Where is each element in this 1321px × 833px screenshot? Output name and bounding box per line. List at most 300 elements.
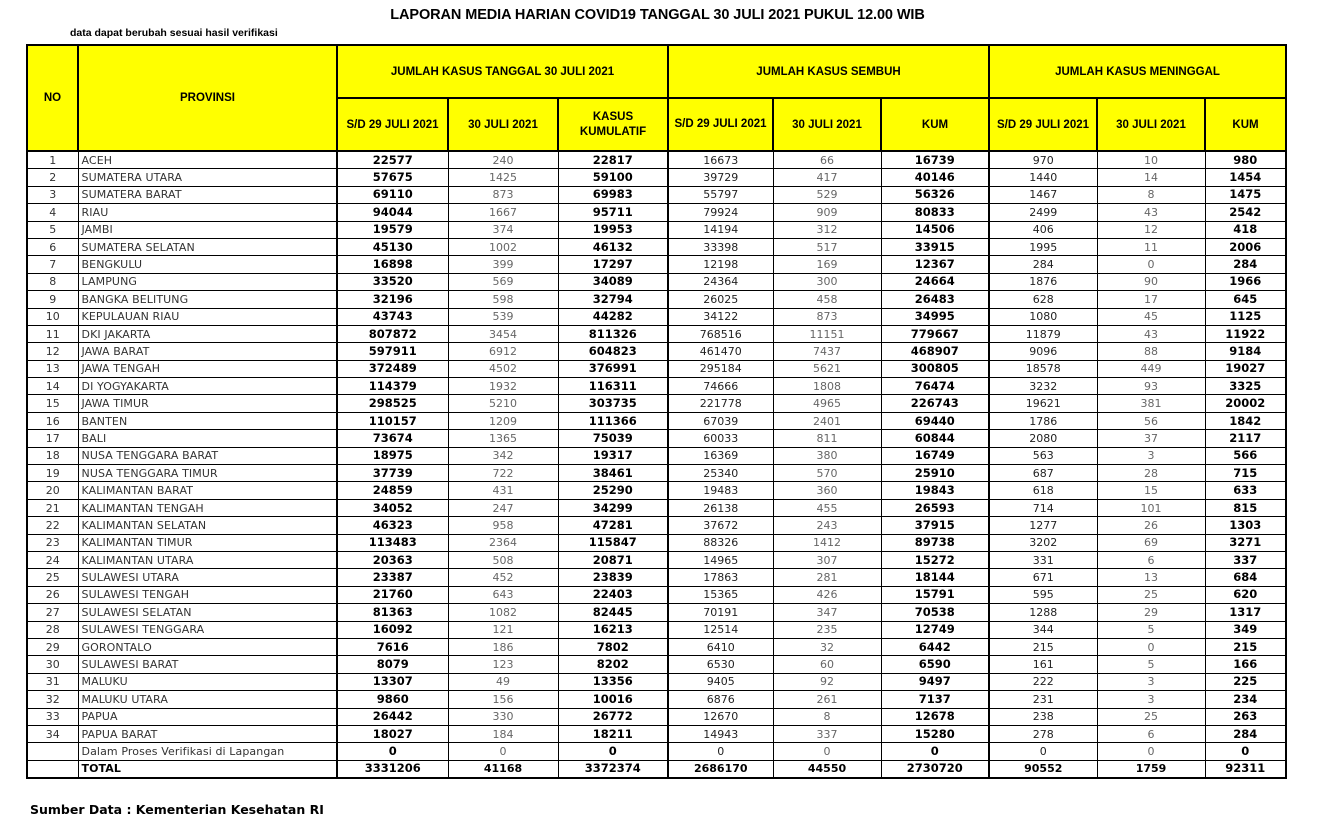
cell-kasus-today: 722	[448, 465, 558, 482]
table-row	[27, 169, 1286, 186]
cell-sembuh-kum: 9497	[881, 673, 989, 690]
table-row	[27, 238, 1286, 255]
cell-kasus-kum: 19317	[558, 447, 668, 464]
cell-sembuh-kum: 6442	[881, 638, 989, 655]
cell-kasus-sd: 16092	[337, 621, 448, 638]
cell-kasus-sd: 57675	[337, 169, 448, 186]
cell-provinsi: KALIMANTAN TIMUR	[78, 534, 337, 551]
cell-kasus-today: 598	[448, 291, 558, 308]
cell-meninggal-today: 101	[1097, 499, 1205, 516]
cell-meninggal-sd: 970	[989, 151, 1097, 169]
cell-sembuh-sd: 39729	[668, 169, 773, 186]
cell-kasus-today: 374	[448, 221, 558, 238]
cell-meninggal-kum: 1303	[1205, 517, 1286, 534]
cell-meninggal-today: 15	[1097, 482, 1205, 499]
table-row	[27, 465, 1286, 482]
cell-kasus-kum: 8202	[558, 656, 668, 673]
table-row	[27, 447, 1286, 464]
cell-meninggal-today: 6	[1097, 725, 1205, 742]
cell-kasus-kum: 75039	[558, 430, 668, 447]
cell-meninggal-today: 8	[1097, 186, 1205, 203]
cell-meninggal-today: 12	[1097, 221, 1205, 238]
cell-kasus-sd: 16898	[337, 256, 448, 273]
cell-sembuh-sd: 221778	[668, 395, 773, 412]
table-row	[27, 291, 1286, 308]
cell-provinsi: KALIMANTAN TENGAH	[78, 499, 337, 516]
cell-kasus-today: 123	[448, 656, 558, 673]
cell-provinsi: JAWA TIMUR	[78, 395, 337, 412]
cell-meninggal-kum: 633	[1205, 482, 1286, 499]
cell-sembuh-sd: 74666	[668, 378, 773, 395]
cell-kasus-sd: 0	[337, 743, 448, 760]
cell-sembuh-sd: 12198	[668, 256, 773, 273]
cell-meninggal-sd: 284	[989, 256, 1097, 273]
cell-kasus-sd: 45130	[337, 238, 448, 255]
cell-kasus-today: 121	[448, 621, 558, 638]
cell-meninggal-today: 17	[1097, 291, 1205, 308]
cell-no: 22	[27, 517, 78, 534]
cell-sembuh-sd: 6876	[668, 691, 773, 708]
cell-kasus-kum: 111366	[558, 412, 668, 429]
cell-kasus-today: 156	[448, 691, 558, 708]
cell-no: 20	[27, 482, 78, 499]
cell-kasus-today: 1365	[448, 430, 558, 447]
cell-meninggal-kum: 284	[1205, 725, 1286, 742]
cell-sembuh-today: 5621	[773, 360, 881, 377]
cell-provinsi: SULAWESI BARAT	[78, 656, 337, 673]
cell-sembuh-sd: 12514	[668, 621, 773, 638]
cell-meninggal-sd: 215	[989, 638, 1097, 655]
cell-provinsi: SUMATERA SELATAN	[78, 238, 337, 255]
cell-provinsi: DI YOGYAKARTA	[78, 378, 337, 395]
cell-meninggal-kum: 2117	[1205, 430, 1286, 447]
cell-kasus-kum: 18211	[558, 725, 668, 742]
cell-provinsi: JAWA TENGAH	[78, 360, 337, 377]
cell-sembuh-sd: 25340	[668, 465, 773, 482]
cell-sembuh-today: 44550	[773, 760, 881, 778]
cell-sembuh-today: 307	[773, 551, 881, 568]
cell-kasus-kum: 7802	[558, 638, 668, 655]
table-row	[27, 604, 1286, 621]
table-row	[27, 273, 1286, 290]
cell-sembuh-kum: 40146	[881, 169, 989, 186]
cell-provinsi: KALIMANTAN UTARA	[78, 551, 337, 568]
cell-sembuh-today: 417	[773, 169, 881, 186]
header-sembuh-sd: S/D 29 JULI 2021	[668, 98, 773, 151]
cell-sembuh-sd: 295184	[668, 360, 773, 377]
cell-sembuh-kum: 76474	[881, 378, 989, 395]
cell-no: 18	[27, 447, 78, 464]
cell-provinsi: LAMPUNG	[78, 273, 337, 290]
cell-meninggal-sd: 1995	[989, 238, 1097, 255]
cell-sembuh-kum: 56326	[881, 186, 989, 203]
cell-meninggal-today: 5	[1097, 621, 1205, 638]
table-row	[27, 430, 1286, 447]
cell-kasus-kum: 38461	[558, 465, 668, 482]
cell-meninggal-sd: 0	[989, 743, 1097, 760]
cell-sembuh-kum: 16749	[881, 447, 989, 464]
cell-meninggal-sd: 1440	[989, 169, 1097, 186]
cell-kasus-sd: 69110	[337, 186, 448, 203]
header-provinsi: PROVINSI	[78, 45, 337, 151]
cell-sembuh-kum: 89738	[881, 534, 989, 551]
cell-kasus-today: 330	[448, 708, 558, 725]
cell-provinsi: BENGKULU	[78, 256, 337, 273]
cell-kasus-today: 958	[448, 517, 558, 534]
cell-kasus-sd: 7616	[337, 638, 448, 655]
cell-provinsi: NUSA TENGGARA BARAT	[78, 447, 337, 464]
cell-meninggal-today: 0	[1097, 256, 1205, 273]
cell-kasus-sd: 46323	[337, 517, 448, 534]
cell-sembuh-today: 517	[773, 238, 881, 255]
cell-sembuh-today: 7437	[773, 343, 881, 360]
cell-sembuh-sd: 12670	[668, 708, 773, 725]
cell-kasus-today: 184	[448, 725, 558, 742]
cell-kasus-sd: 73674	[337, 430, 448, 447]
cell-provinsi: KALIMANTAN BARAT	[78, 482, 337, 499]
cell-sembuh-sd: 37672	[668, 517, 773, 534]
cell-meninggal-sd: 1277	[989, 517, 1097, 534]
cell-kasus-today: 1667	[448, 204, 558, 221]
cell-meninggal-sd: 331	[989, 551, 1097, 568]
cell-meninggal-kum: 9184	[1205, 343, 1286, 360]
cell-sembuh-today: 281	[773, 569, 881, 586]
cell-meninggal-today: 37	[1097, 430, 1205, 447]
table-row	[27, 360, 1286, 377]
cell-provinsi: MALUKU	[78, 673, 337, 690]
cell-meninggal-today: 45	[1097, 308, 1205, 325]
table-header	[27, 45, 1286, 151]
table-row	[27, 725, 1286, 742]
cell-meninggal-sd: 222	[989, 673, 1097, 690]
cell-provinsi: RIAU	[78, 204, 337, 221]
cell-meninggal-sd: 278	[989, 725, 1097, 742]
cell-kasus-kum: 16213	[558, 621, 668, 638]
cell-sembuh-today: 380	[773, 447, 881, 464]
cell-sembuh-sd: 768516	[668, 325, 773, 342]
cell-no: 3	[27, 186, 78, 203]
cell-sembuh-kum: 468907	[881, 343, 989, 360]
cell-kasus-sd: 21760	[337, 586, 448, 603]
cell-kasus-today: 2364	[448, 534, 558, 551]
cell-provinsi: KALIMANTAN SELATAN	[78, 517, 337, 534]
cell-kasus-kum: 26772	[558, 708, 668, 725]
cell-kasus-kum: 23839	[558, 569, 668, 586]
cell-no: 27	[27, 604, 78, 621]
cell-sembuh-today: 811	[773, 430, 881, 447]
cell-kasus-today: 1082	[448, 604, 558, 621]
cell-sembuh-sd: 79924	[668, 204, 773, 221]
cell-kasus-kum: 22403	[558, 586, 668, 603]
header-meninggal-today: 30 JULI 2021	[1097, 98, 1205, 151]
cell-no: 5	[27, 221, 78, 238]
cell-sembuh-today: 1412	[773, 534, 881, 551]
cell-meninggal-sd: 628	[989, 291, 1097, 308]
cell-meninggal-sd: 9096	[989, 343, 1097, 360]
cell-kasus-kum: 604823	[558, 343, 668, 360]
cell-meninggal-kum: 19027	[1205, 360, 1286, 377]
cell-meninggal-kum: 815	[1205, 499, 1286, 516]
cell-kasus-kum: 59100	[558, 169, 668, 186]
cell-kasus-sd: 807872	[337, 325, 448, 342]
cell-sembuh-today: 337	[773, 725, 881, 742]
cell-meninggal-today: 26	[1097, 517, 1205, 534]
cell-provinsi: Dalam Proses Verifikasi di Lapangan	[78, 743, 337, 760]
cell-sembuh-kum: 12367	[881, 256, 989, 273]
cell-kasus-sd: 9860	[337, 691, 448, 708]
cell-provinsi: TOTAL	[78, 760, 337, 778]
cell-meninggal-kum: 1966	[1205, 273, 1286, 290]
cell-sembuh-kum: 26593	[881, 499, 989, 516]
cell-meninggal-today: 3	[1097, 673, 1205, 690]
cell-meninggal-sd: 344	[989, 621, 1097, 638]
table-row	[27, 499, 1286, 516]
cell-meninggal-kum: 2006	[1205, 238, 1286, 255]
cell-no: 21	[27, 499, 78, 516]
cell-sembuh-kum: 25910	[881, 465, 989, 482]
cell-kasus-sd: 298525	[337, 395, 448, 412]
cell-meninggal-kum: 1475	[1205, 186, 1286, 203]
cell-sembuh-sd: 6410	[668, 638, 773, 655]
cell-meninggal-kum: 1317	[1205, 604, 1286, 621]
cell-provinsi: DKI JAKARTA	[78, 325, 337, 342]
cell-kasus-today: 342	[448, 447, 558, 464]
cell-meninggal-sd: 618	[989, 482, 1097, 499]
cell-sembuh-today: 261	[773, 691, 881, 708]
cell-kasus-sd: 20363	[337, 551, 448, 568]
cell-sembuh-sd: 55797	[668, 186, 773, 203]
table-row	[27, 343, 1286, 360]
cell-sembuh-kum: 26483	[881, 291, 989, 308]
report-title-text: LAPORAN MEDIA HARIAN COVID19 TANGGAL 30 JULI 2021 PUKUL 12.00 WIB	[390, 7, 925, 23]
cell-kasus-kum: 46132	[558, 238, 668, 255]
cell-kasus-kum: 0	[558, 743, 668, 760]
cell-sembuh-today: 360	[773, 482, 881, 499]
cell-no: 28	[27, 621, 78, 638]
table-row	[27, 378, 1286, 395]
cell-meninggal-today: 0	[1097, 638, 1205, 655]
cell-meninggal-sd: 19621	[989, 395, 1097, 412]
cell-meninggal-today: 3	[1097, 447, 1205, 464]
cell-no: 33	[27, 708, 78, 725]
cell-meninggal-kum: 645	[1205, 291, 1286, 308]
cell-kasus-today: 1425	[448, 169, 558, 186]
cell-no: 9	[27, 291, 78, 308]
cell-sembuh-sd: 15365	[668, 586, 773, 603]
cell-kasus-sd: 110157	[337, 412, 448, 429]
cell-sembuh-kum: 226743	[881, 395, 989, 412]
cell-provinsi: ACEH	[78, 151, 337, 169]
cell-provinsi: SULAWESI SELATAN	[78, 604, 337, 621]
cell-sembuh-sd: 19483	[668, 482, 773, 499]
cell-kasus-kum: 69983	[558, 186, 668, 203]
cell-kasus-kum: 17297	[558, 256, 668, 273]
cell-provinsi: MALUKU UTARA	[78, 691, 337, 708]
cell-meninggal-kum: 92311	[1205, 760, 1286, 778]
table-row	[27, 186, 1286, 203]
cell-meninggal-today: 25	[1097, 708, 1205, 725]
cell-sembuh-kum: 779667	[881, 325, 989, 342]
cell-kasus-kum: 116311	[558, 378, 668, 395]
cell-provinsi: BALI	[78, 430, 337, 447]
cell-sembuh-kum: 19843	[881, 482, 989, 499]
cell-kasus-sd: 33520	[337, 273, 448, 290]
cell-provinsi: SUMATERA BARAT	[78, 186, 337, 203]
cell-no: 2	[27, 169, 78, 186]
cell-no: 30	[27, 656, 78, 673]
cell-meninggal-kum: 1454	[1205, 169, 1286, 186]
cell-provinsi: PAPUA	[78, 708, 337, 725]
cell-sembuh-today: 235	[773, 621, 881, 638]
cell-meninggal-today: 90	[1097, 273, 1205, 290]
cell-sembuh-kum: 15280	[881, 725, 989, 742]
cell-kasus-kum: 95711	[558, 204, 668, 221]
cell-sembuh-sd: 26025	[668, 291, 773, 308]
cell-kasus-today: 569	[448, 273, 558, 290]
cell-meninggal-today: 1759	[1097, 760, 1205, 778]
cell-sembuh-today: 570	[773, 465, 881, 482]
cell-meninggal-today: 3	[1097, 691, 1205, 708]
cell-sembuh-today: 4965	[773, 395, 881, 412]
cell-sembuh-today: 458	[773, 291, 881, 308]
cell-kasus-today: 186	[448, 638, 558, 655]
cell-sembuh-today: 169	[773, 256, 881, 273]
cell-meninggal-kum: 566	[1205, 447, 1286, 464]
total-row	[27, 760, 1286, 778]
cell-meninggal-today: 11	[1097, 238, 1205, 255]
cell-no: 10	[27, 308, 78, 325]
cell-sembuh-kum: 16739	[881, 151, 989, 169]
cell-kasus-sd: 18975	[337, 447, 448, 464]
cell-meninggal-today: 14	[1097, 169, 1205, 186]
cell-provinsi: KEPULAUAN RIAU	[78, 308, 337, 325]
cell-sembuh-today: 312	[773, 221, 881, 238]
header-meninggal-kum: KUM	[1205, 98, 1286, 151]
cell-sembuh-kum: 14506	[881, 221, 989, 238]
cell-sembuh-sd: 60033	[668, 430, 773, 447]
data-source: Sumber Data : Kementerian Kesehatan RI	[30, 802, 324, 817]
cell-kasus-kum: 303735	[558, 395, 668, 412]
cell-meninggal-today: 29	[1097, 604, 1205, 621]
cell-sembuh-kum: 70538	[881, 604, 989, 621]
cell-sembuh-sd: 70191	[668, 604, 773, 621]
cell-meninggal-sd: 90552	[989, 760, 1097, 778]
cell-sembuh-today: 347	[773, 604, 881, 621]
cell-sembuh-kum: 60844	[881, 430, 989, 447]
cell-kasus-sd: 18027	[337, 725, 448, 742]
cell-meninggal-sd: 1876	[989, 273, 1097, 290]
cell-sembuh-kum: 300805	[881, 360, 989, 377]
cell-meninggal-kum: 980	[1205, 151, 1286, 169]
table-row	[27, 621, 1286, 638]
cell-meninggal-sd: 2499	[989, 204, 1097, 221]
cell-kasus-sd: 24859	[337, 482, 448, 499]
cell-sembuh-today: 455	[773, 499, 881, 516]
cell-provinsi: GORONTALO	[78, 638, 337, 655]
cell-provinsi: SULAWESI TENGAH	[78, 586, 337, 603]
cell-sembuh-today: 2401	[773, 412, 881, 429]
cell-no: 19	[27, 465, 78, 482]
cell-sembuh-sd: 16673	[668, 151, 773, 169]
cell-kasus-sd: 8079	[337, 656, 448, 673]
cell-meninggal-sd: 563	[989, 447, 1097, 464]
cell-no	[27, 743, 78, 760]
table-row	[27, 395, 1286, 412]
cell-kasus-today: 4502	[448, 360, 558, 377]
cell-no: 11	[27, 325, 78, 342]
cell-meninggal-kum: 166	[1205, 656, 1286, 673]
header-kasus-kumulatif: KASUS KUMULATIF	[558, 98, 668, 151]
cell-kasus-today: 1932	[448, 378, 558, 395]
cell-sembuh-sd: 14965	[668, 551, 773, 568]
cell-sembuh-sd: 2686170	[668, 760, 773, 778]
cell-sembuh-today: 32	[773, 638, 881, 655]
cell-no: 17	[27, 430, 78, 447]
cell-meninggal-today: 10	[1097, 151, 1205, 169]
table-row	[27, 638, 1286, 655]
cell-meninggal-kum: 3325	[1205, 378, 1286, 395]
table-row	[27, 534, 1286, 551]
cell-sembuh-sd: 0	[668, 743, 773, 760]
cell-meninggal-today: 0	[1097, 743, 1205, 760]
table-row	[27, 656, 1286, 673]
cell-sembuh-kum: 15272	[881, 551, 989, 568]
table-row	[27, 569, 1286, 586]
cell-no: 34	[27, 725, 78, 742]
cell-meninggal-sd: 3202	[989, 534, 1097, 551]
table-row	[27, 586, 1286, 603]
cell-sembuh-sd: 9405	[668, 673, 773, 690]
cell-meninggal-sd: 231	[989, 691, 1097, 708]
table-row	[27, 517, 1286, 534]
cell-kasus-today: 539	[448, 308, 558, 325]
cell-kasus-kum: 34299	[558, 499, 668, 516]
cell-sembuh-today: 11151	[773, 325, 881, 342]
cell-meninggal-today: 449	[1097, 360, 1205, 377]
cell-no: 15	[27, 395, 78, 412]
cell-no: 1	[27, 151, 78, 169]
cell-provinsi: SULAWESI TENGGARA	[78, 621, 337, 638]
cell-meninggal-today: 43	[1097, 325, 1205, 342]
cell-meninggal-kum: 234	[1205, 691, 1286, 708]
cell-meninggal-today: 88	[1097, 343, 1205, 360]
cell-sembuh-sd: 17863	[668, 569, 773, 586]
cell-sembuh-kum: 7137	[881, 691, 989, 708]
cell-no: 14	[27, 378, 78, 395]
cell-kasus-sd: 3331206	[337, 760, 448, 778]
cell-meninggal-kum: 20002	[1205, 395, 1286, 412]
cell-sembuh-kum: 12749	[881, 621, 989, 638]
cell-kasus-sd: 37739	[337, 465, 448, 482]
cell-kasus-kum: 44282	[558, 308, 668, 325]
cell-no: 8	[27, 273, 78, 290]
header-kasus-today: 30 JULI 2021	[448, 98, 558, 151]
table-row	[27, 743, 1286, 760]
cell-sembuh-kum: 37915	[881, 517, 989, 534]
cell-no: 25	[27, 569, 78, 586]
cell-sembuh-kum: 24664	[881, 273, 989, 290]
cell-sembuh-kum: 34995	[881, 308, 989, 325]
cell-meninggal-kum: 1842	[1205, 412, 1286, 429]
cell-kasus-kum: 22817	[558, 151, 668, 169]
cell-kasus-today: 49	[448, 673, 558, 690]
cell-provinsi: SULAWESI UTARA	[78, 569, 337, 586]
cell-kasus-sd: 597911	[337, 343, 448, 360]
cell-sembuh-sd: 26138	[668, 499, 773, 516]
cell-kasus-today: 431	[448, 482, 558, 499]
cell-kasus-today: 6912	[448, 343, 558, 360]
table-row	[27, 256, 1286, 273]
